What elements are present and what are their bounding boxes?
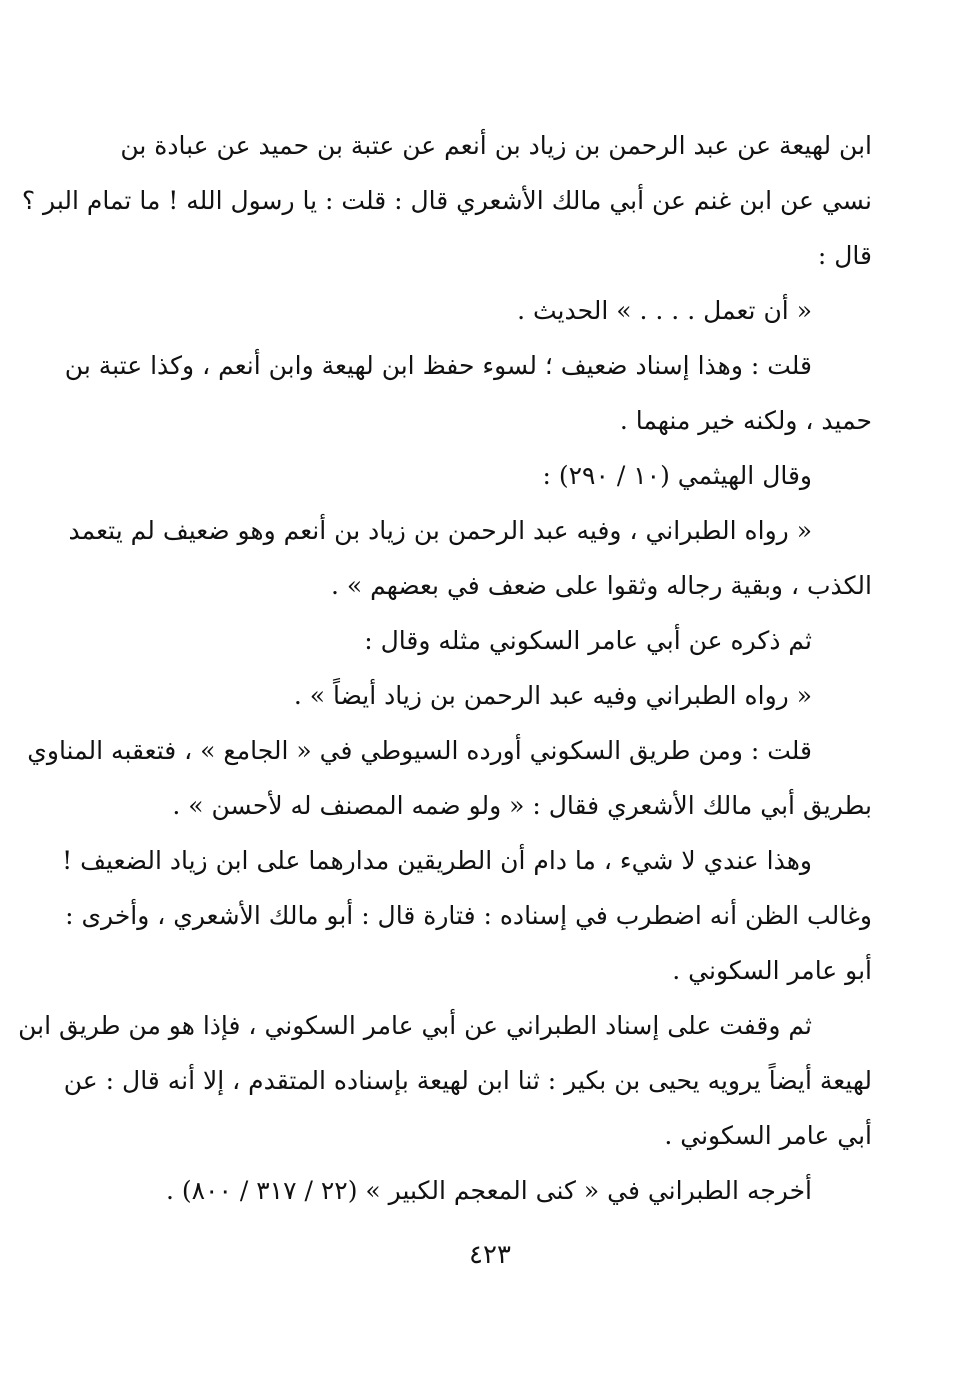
- text-line: قال :: [817, 241, 872, 270]
- text-line: قلت : ومن طريق السكوني أورده السيوطي في « الجامع » ، فتعقبه المناوي: [27, 736, 812, 765]
- text-line: أخرجه الطبراني في « كنى المعجم الكبير » (٢٢ / ٣١٧ / ٨٠٠) .: [165, 1176, 812, 1205]
- text-line: حميد ، ولكنه خير منهما .: [619, 406, 872, 435]
- text-line: نسي عن ابن غنم عن أبي مالك الأشعري قال : قلت : يا رسول الله ! ما تمام البر ؟: [21, 186, 872, 215]
- text-line: بطريق أبي مالك الأشعري فقال : « ولو ضمه المصنف له لأحسن » .: [172, 791, 872, 820]
- text-line: أبي عامر السكوني .: [664, 1121, 872, 1150]
- text-line: قلت : وهذا إسناد ضعيف ؛ لسوء حفظ ابن لهيعة وابن أنعم ، وكذا عتبة بن: [64, 351, 812, 380]
- text-line: وغالب الظن أنه اضطرب في إسناده : فتارة قال : أبو مالك الأشعري ، وأخرى :: [65, 901, 872, 930]
- text-line: ابن لهيعة عن عبد الرحمن بن زياد بن أنعم عن عتبة بن حميد عن عبادة بن: [120, 131, 872, 160]
- page-number: ٤٢٣: [469, 1240, 511, 1270]
- text-line: أبو عامر السكوني .: [672, 956, 872, 985]
- text-line: وهذا عندي لا شيء ، ما دام أن الطريقين مدارهما على ابن زياد الضعيف !: [62, 846, 812, 875]
- text-line: وقال الهيثمي (١٠ / ٢٩٠) :: [542, 461, 812, 490]
- quote-line: « رواه الطبراني وفيه عبد الرحمن بن زياد أيضاً » .: [293, 681, 812, 710]
- body-text: [18, 118, 872, 1218]
- text-line: لهيعة أيضاً يرويه يحيى بن بكير : ثنا ابن لهيعة بإسناده المتقدم ، إلا أنه قال : عن: [63, 1066, 872, 1095]
- quote-line: الكذب ، وبقية رجاله وثقوا على ضعف في بعضهم » .: [331, 571, 872, 600]
- text-line: ثم ذكره عن أبي عامر السكوني مثله وقال :: [364, 626, 812, 655]
- quote-line: « رواه الطبراني ، وفيه عبد الرحمن بن زياد بن أنعم وهو ضعيف لم يتعمد: [68, 516, 812, 545]
- quote-line: « أن تعمل . . . . » الحديث .: [517, 296, 812, 325]
- text-line: ثم وقفت على إسناد الطبراني عن أبي عامر السكوني ، فإذا هو من طريق ابن: [18, 1011, 812, 1040]
